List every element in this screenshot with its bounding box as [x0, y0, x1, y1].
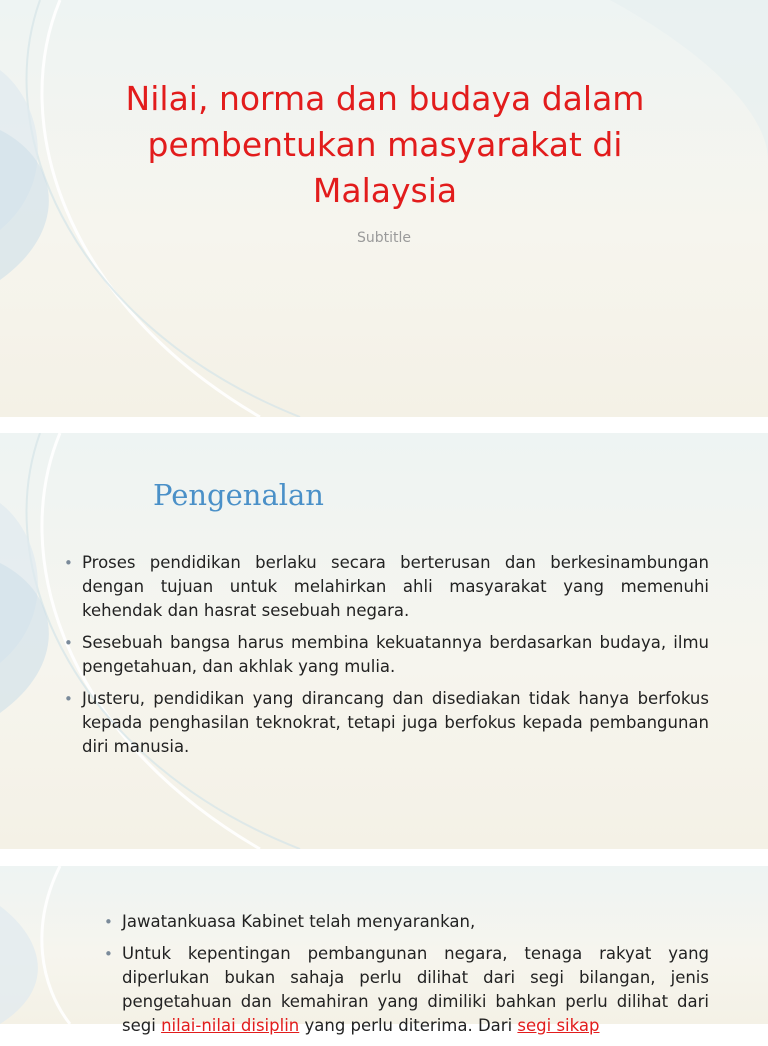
bullet-text: Sesebuah bangsa harus membina kekuatannya berdasarkan budaya, ilmu pengetahuan, dan akhlak yang mulia. — [82, 633, 709, 676]
bullet-icon: • — [64, 634, 73, 652]
slide-heading: Pengenalan — [153, 478, 324, 512]
bullet-item — [64, 687, 709, 759]
bullet-text: Jawatankuasa Kabinet telah menyarankan, — [122, 912, 476, 931]
slide-title-text: Nilai, norma dan budaya dalam pembentukan masyarakat di Malaysia — [125, 79, 645, 210]
bullet-text: Proses pendidikan berlaku secara berterusan dan berkesinambungan dengan tujuan untuk melahirkan ahli masyarakat yang memenuhi kehendak dan hasrat sesebuah negara. — [82, 553, 709, 620]
bullet-text-part: Untuk kepentingan pembangunan negara, tenaga rakyat yang diperlukan bukan sahaja perlu dilihat dari segi bilangan, jenis pengetahuan dan kemahiran yang dimiliki bahkan perlu dilihat dari segi — [122, 944, 709, 1035]
bullet-icon: • — [64, 690, 73, 708]
highlighted-phrase: segi sikap — [517, 1016, 600, 1035]
bullet-item — [64, 551, 709, 623]
bullet-icon: • — [64, 554, 73, 572]
bullet-text: Justeru, pendidikan yang dirancang dan disediakan tidak hanya berfokus kepada penghasilan teknokrat, tetapi juga berfokus kepada pembangunan diri manusia. — [82, 689, 709, 756]
bullet-icon: • — [104, 945, 113, 963]
bullet-list — [104, 910, 709, 1046]
slide-title — [0, 0, 768, 417]
bullet-icon: • — [104, 913, 113, 931]
highlighted-phrase: nilai-nilai disiplin — [161, 1016, 300, 1035]
bullet-text — [122, 944, 709, 1035]
bullet-list — [64, 551, 709, 767]
bullet-text-part: yang perlu diterima. Dari — [299, 1016, 518, 1035]
slide-subtitle: Subtitle — [356, 230, 412, 246]
bullet-item — [104, 910, 709, 934]
bullet-item — [64, 631, 709, 679]
